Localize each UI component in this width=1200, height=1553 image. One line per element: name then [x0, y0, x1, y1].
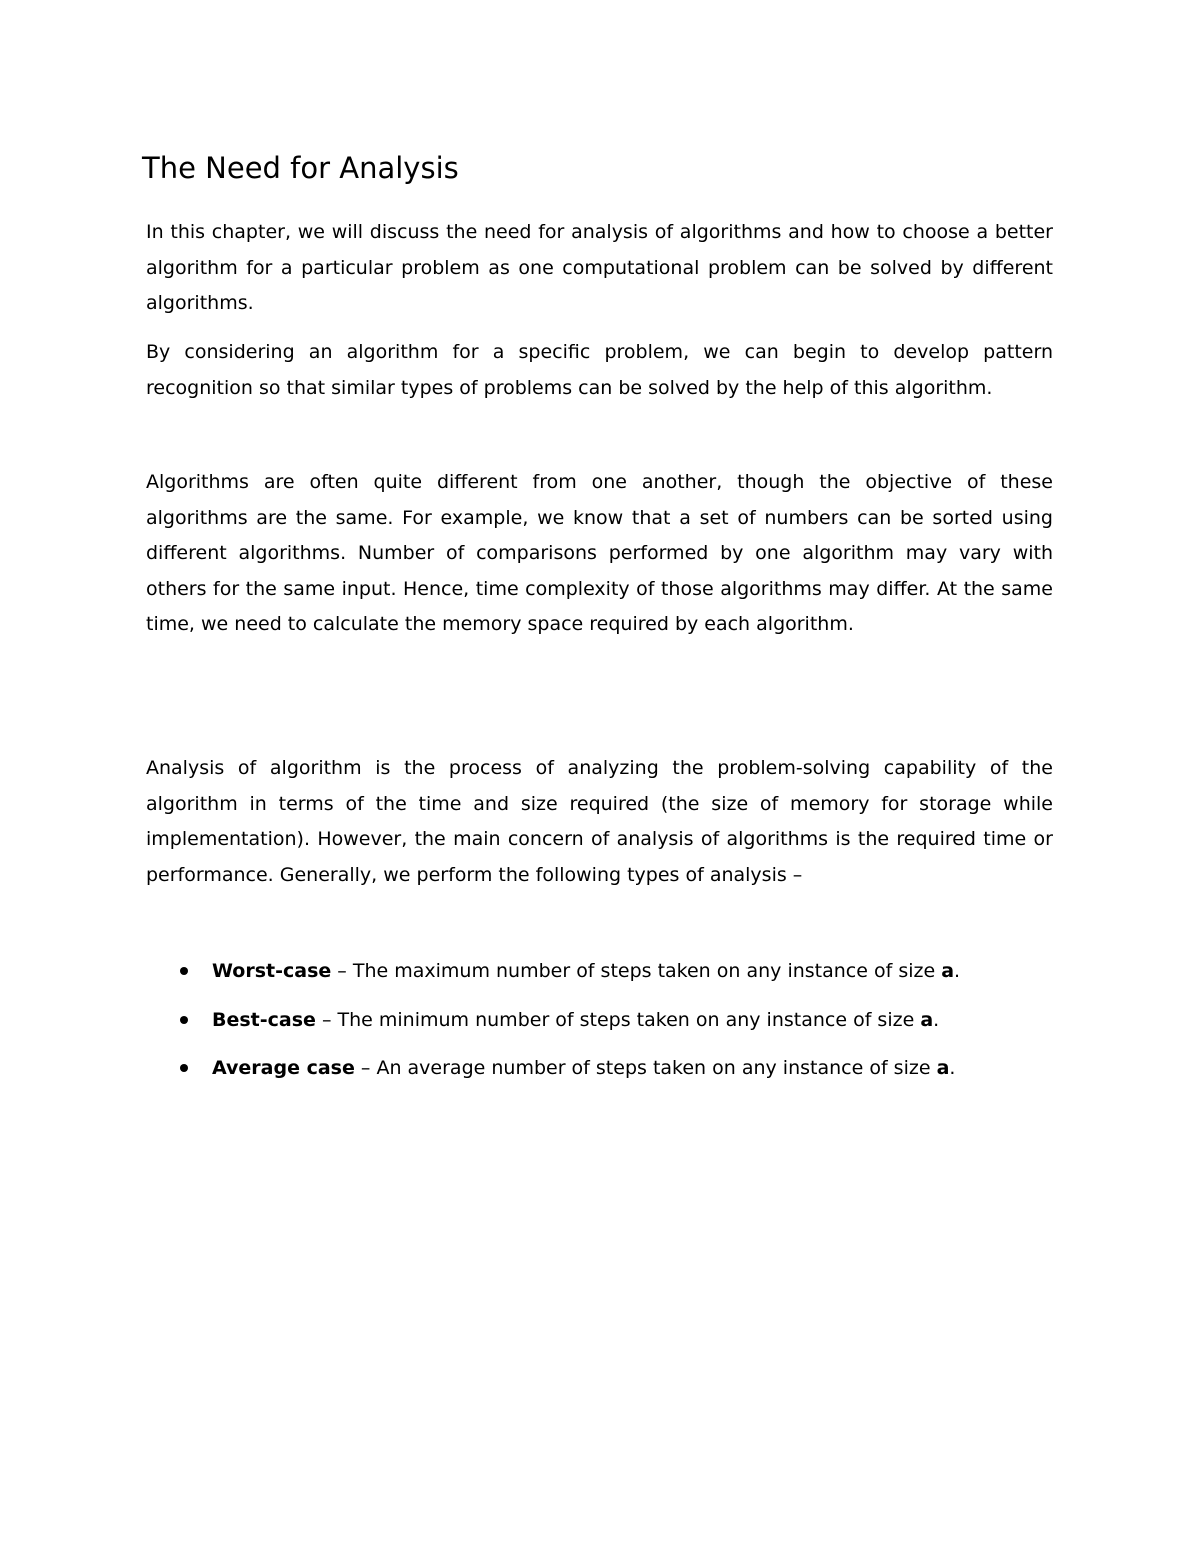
bullet-icon [180, 1064, 188, 1072]
paragraph-intro: In this chapter, we will discuss the need for analysis of algorithms and how to choose a better algorithm for a particular problem as one computational problem can be solved by different algorithms. [146, 221, 1053, 314]
bullet-icon [180, 1016, 188, 1024]
analysis-types-list [178, 954, 1053, 1100]
list-item-end: . [933, 1008, 940, 1031]
list-item-term: Best-case [212, 1008, 316, 1031]
list-item-description: – The maximum number of steps taken on any instance of size [331, 960, 942, 982]
list-item-end: . [949, 1057, 956, 1079]
list-item-worst-case [178, 954, 1053, 1003]
paragraph-pattern-recognition: By considering an algorithm for a specific problem, we can begin to develop pattern recognition so that similar types of problems can be solved by the help of this algorithm. [146, 341, 1053, 399]
list-item-term: Worst-case [212, 960, 332, 982]
page-title: The Need for Analysis [142, 151, 459, 185]
list-item-variable: a [936, 1057, 950, 1079]
bullet-icon [180, 967, 188, 975]
list-item-variable: a [920, 1008, 934, 1031]
list-item-description: – An average number of steps taken on any instance of size [354, 1057, 937, 1079]
list-item-best-case [178, 1003, 1053, 1052]
list-item-description: – The minimum number of steps taken on any instance of size [315, 1008, 921, 1031]
list-item-variable: a [941, 960, 955, 982]
paragraph-algorithm-differences: Algorithms are often quite different from one another, though the objective of these algorithms are the same. For example, we know that a set of numbers can be sorted using different algorithms. Number of comparisons performed by one algorithm may vary with others for the same input. Hence, time complexity of those algorithms may differ. At the same time, we need to calculate the memory space required by each algorithm. [146, 471, 1053, 635]
list-item-average-case [178, 1051, 1053, 1100]
list-item-end: . [954, 960, 961, 982]
paragraph-analysis-definition: Analysis of algorithm is the process of analyzing the problem-solving capability of the algorithm in terms of the time and size required (the size of memory for storage while implementation). However, the main concern of analysis of algorithms is the required time or performance. Generally, we perform the following types of analysis – [146, 757, 1053, 886]
list-item-term: Average case [212, 1057, 355, 1079]
